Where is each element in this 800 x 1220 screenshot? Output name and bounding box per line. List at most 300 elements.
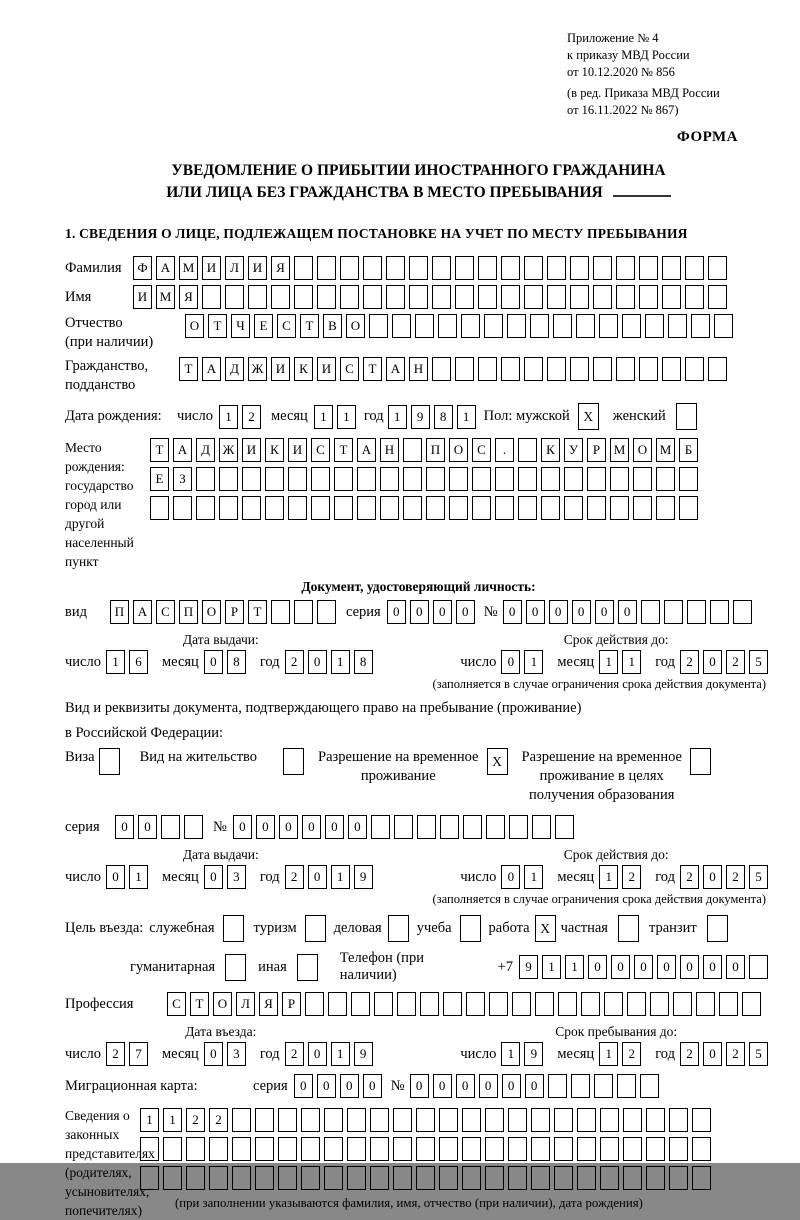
char-cell[interactable]: [449, 496, 468, 520]
char-cell[interactable]: [173, 496, 192, 520]
char-cell[interactable]: Т: [179, 357, 198, 381]
char-cell[interactable]: [639, 285, 658, 309]
purpose-study-checkbox[interactable]: [460, 915, 481, 942]
char-cell[interactable]: 0: [204, 650, 223, 674]
char-cell[interactable]: [301, 1166, 320, 1190]
char-cell[interactable]: [548, 1074, 567, 1098]
char-cell[interactable]: 2: [622, 1042, 641, 1066]
char-cell[interactable]: О: [213, 992, 232, 1016]
purpose-work-checkbox[interactable]: X: [535, 915, 556, 942]
char-cell[interactable]: 0: [204, 865, 223, 889]
char-cell[interactable]: 0: [680, 955, 699, 979]
purpose-official-checkbox[interactable]: [223, 915, 244, 942]
char-cell[interactable]: [374, 992, 393, 1016]
char-cell[interactable]: 0: [138, 815, 157, 839]
char-cell[interactable]: [687, 600, 706, 624]
char-cell[interactable]: 2: [106, 1042, 125, 1066]
char-cell[interactable]: [524, 357, 543, 381]
char-cell[interactable]: [394, 815, 413, 839]
char-cell[interactable]: [150, 496, 169, 520]
char-cell[interactable]: 0: [501, 650, 520, 674]
char-cell[interactable]: [509, 815, 528, 839]
char-cell[interactable]: [380, 496, 399, 520]
char-cell[interactable]: Е: [254, 314, 273, 338]
char-cell[interactable]: Л: [225, 256, 244, 280]
char-cell[interactable]: [547, 285, 566, 309]
char-cell[interactable]: [662, 357, 681, 381]
char-cell[interactable]: 2: [726, 865, 745, 889]
char-cell[interactable]: [577, 1166, 596, 1190]
char-cell[interactable]: [449, 467, 468, 491]
char-cell[interactable]: [532, 815, 551, 839]
char-cell[interactable]: [334, 467, 353, 491]
char-cell[interactable]: 8: [227, 650, 246, 674]
char-cell[interactable]: [600, 1137, 619, 1161]
char-cell[interactable]: 2: [726, 650, 745, 674]
char-cell[interactable]: 5: [749, 865, 768, 889]
char-cell[interactable]: 0: [502, 1074, 521, 1098]
char-cell[interactable]: 2: [622, 865, 641, 889]
char-cell[interactable]: [673, 992, 692, 1016]
char-cell[interactable]: [685, 285, 704, 309]
char-cell[interactable]: [196, 467, 215, 491]
char-cell[interactable]: [692, 1166, 711, 1190]
char-cell[interactable]: 1: [565, 955, 584, 979]
char-cell[interactable]: [392, 314, 411, 338]
char-cell[interactable]: [265, 496, 284, 520]
char-cell[interactable]: 1: [314, 405, 333, 429]
char-cell[interactable]: О: [633, 438, 652, 462]
char-cell[interactable]: 0: [595, 600, 614, 624]
char-cell[interactable]: 0: [233, 815, 252, 839]
char-cell[interactable]: [232, 1166, 251, 1190]
char-cell[interactable]: О: [346, 314, 365, 338]
char-cell[interactable]: [370, 1108, 389, 1132]
char-cell[interactable]: 0: [308, 1042, 327, 1066]
residence-permit-checkbox[interactable]: [283, 748, 304, 775]
char-cell[interactable]: З: [173, 467, 192, 491]
char-cell[interactable]: [547, 256, 566, 280]
purpose-private-checkbox[interactable]: [618, 915, 639, 942]
char-cell[interactable]: [554, 1166, 573, 1190]
char-cell[interactable]: 1: [457, 405, 476, 429]
char-cell[interactable]: [530, 314, 549, 338]
char-cell[interactable]: [478, 357, 497, 381]
char-cell[interactable]: [668, 314, 687, 338]
char-cell[interactable]: [417, 815, 436, 839]
char-cell[interactable]: [440, 815, 459, 839]
char-cell[interactable]: [646, 1137, 665, 1161]
char-cell[interactable]: 1: [140, 1108, 159, 1132]
char-cell[interactable]: [357, 496, 376, 520]
char-cell[interactable]: 5: [749, 1042, 768, 1066]
char-cell[interactable]: 9: [411, 405, 430, 429]
char-cell[interactable]: 9: [354, 1042, 373, 1066]
char-cell[interactable]: Р: [587, 438, 606, 462]
char-cell[interactable]: 0: [703, 865, 722, 889]
char-cell[interactable]: [524, 285, 543, 309]
char-cell[interactable]: 0: [611, 955, 630, 979]
char-cell[interactable]: [501, 285, 520, 309]
char-cell[interactable]: Т: [300, 314, 319, 338]
char-cell[interactable]: [508, 1108, 527, 1132]
char-cell[interactable]: [685, 357, 704, 381]
char-cell[interactable]: [415, 314, 434, 338]
char-cell[interactable]: [518, 467, 537, 491]
char-cell[interactable]: [646, 1166, 665, 1190]
char-cell[interactable]: [271, 600, 290, 624]
char-cell[interactable]: [708, 285, 727, 309]
char-cell[interactable]: [623, 1137, 642, 1161]
char-cell[interactable]: [692, 1108, 711, 1132]
char-cell[interactable]: [420, 992, 439, 1016]
char-cell[interactable]: 0: [387, 600, 406, 624]
char-cell[interactable]: 2: [680, 650, 699, 674]
char-cell[interactable]: А: [357, 438, 376, 462]
char-cell[interactable]: [512, 992, 531, 1016]
char-cell[interactable]: [242, 496, 261, 520]
char-cell[interactable]: 0: [572, 600, 591, 624]
char-cell[interactable]: [507, 314, 526, 338]
char-cell[interactable]: А: [173, 438, 192, 462]
char-cell[interactable]: [432, 357, 451, 381]
char-cell[interactable]: [541, 467, 560, 491]
char-cell[interactable]: Д: [196, 438, 215, 462]
char-cell[interactable]: С: [156, 600, 175, 624]
char-cell[interactable]: [163, 1166, 182, 1190]
char-cell[interactable]: 0: [308, 650, 327, 674]
char-cell[interactable]: [438, 314, 457, 338]
char-cell[interactable]: [386, 256, 405, 280]
char-cell[interactable]: [558, 992, 577, 1016]
char-cell[interactable]: [432, 285, 451, 309]
char-cell[interactable]: [495, 467, 514, 491]
char-cell[interactable]: [140, 1137, 159, 1161]
char-cell[interactable]: [347, 1108, 366, 1132]
char-cell[interactable]: [610, 496, 629, 520]
char-cell[interactable]: [616, 256, 635, 280]
char-cell[interactable]: [547, 357, 566, 381]
char-cell[interactable]: [733, 600, 752, 624]
char-cell[interactable]: [294, 285, 313, 309]
char-cell[interactable]: [294, 256, 313, 280]
char-cell[interactable]: [685, 256, 704, 280]
char-cell[interactable]: [278, 1108, 297, 1132]
char-cell[interactable]: [708, 256, 727, 280]
char-cell[interactable]: [645, 314, 664, 338]
char-cell[interactable]: О: [202, 600, 221, 624]
char-cell[interactable]: [443, 992, 462, 1016]
char-cell[interactable]: [640, 1074, 659, 1098]
char-cell[interactable]: 0: [204, 1042, 223, 1066]
char-cell[interactable]: 0: [410, 600, 429, 624]
char-cell[interactable]: [570, 285, 589, 309]
char-cell[interactable]: [301, 1137, 320, 1161]
char-cell[interactable]: Л: [236, 992, 255, 1016]
char-cell[interactable]: [656, 496, 675, 520]
char-cell[interactable]: [347, 1166, 366, 1190]
char-cell[interactable]: [495, 496, 514, 520]
char-cell[interactable]: [623, 1166, 642, 1190]
char-cell[interactable]: 0: [456, 1074, 475, 1098]
char-cell[interactable]: [439, 1137, 458, 1161]
purpose-business-checkbox[interactable]: [388, 915, 409, 942]
char-cell[interactable]: [363, 285, 382, 309]
char-cell[interactable]: Т: [363, 357, 382, 381]
char-cell[interactable]: П: [179, 600, 198, 624]
char-cell[interactable]: 1: [542, 955, 561, 979]
char-cell[interactable]: [708, 357, 727, 381]
char-cell[interactable]: [403, 467, 422, 491]
char-cell[interactable]: Н: [380, 438, 399, 462]
char-cell[interactable]: [627, 992, 646, 1016]
char-cell[interactable]: [455, 285, 474, 309]
char-cell[interactable]: [242, 467, 261, 491]
char-cell[interactable]: [409, 285, 428, 309]
char-cell[interactable]: 1: [524, 650, 543, 674]
char-cell[interactable]: С: [167, 992, 186, 1016]
char-cell[interactable]: [317, 256, 336, 280]
sex-female-checkbox[interactable]: [676, 403, 697, 430]
char-cell[interactable]: [163, 1137, 182, 1161]
char-cell[interactable]: 0: [348, 815, 367, 839]
char-cell[interactable]: 8: [434, 405, 453, 429]
char-cell[interactable]: Я: [259, 992, 278, 1016]
char-cell[interactable]: [393, 1137, 412, 1161]
char-cell[interactable]: 0: [549, 600, 568, 624]
char-cell[interactable]: [581, 992, 600, 1016]
char-cell[interactable]: [455, 256, 474, 280]
char-cell[interactable]: 1: [599, 1042, 618, 1066]
char-cell[interactable]: [370, 1166, 389, 1190]
char-cell[interactable]: [604, 992, 623, 1016]
char-cell[interactable]: [311, 496, 330, 520]
char-cell[interactable]: [541, 496, 560, 520]
char-cell[interactable]: 1: [622, 650, 641, 674]
char-cell[interactable]: [248, 285, 267, 309]
char-cell[interactable]: .: [495, 438, 514, 462]
char-cell[interactable]: В: [323, 314, 342, 338]
char-cell[interactable]: 0: [115, 815, 134, 839]
char-cell[interactable]: [617, 1074, 636, 1098]
char-cell[interactable]: С: [472, 438, 491, 462]
char-cell[interactable]: [209, 1137, 228, 1161]
char-cell[interactable]: [571, 1074, 590, 1098]
char-cell[interactable]: 0: [703, 650, 722, 674]
purpose-transit-checkbox[interactable]: [707, 915, 728, 942]
char-cell[interactable]: [397, 992, 416, 1016]
char-cell[interactable]: Р: [225, 600, 244, 624]
char-cell[interactable]: [324, 1137, 343, 1161]
char-cell[interactable]: 0: [308, 865, 327, 889]
char-cell[interactable]: [334, 496, 353, 520]
char-cell[interactable]: [255, 1108, 274, 1132]
char-cell[interactable]: [484, 314, 503, 338]
char-cell[interactable]: [616, 285, 635, 309]
char-cell[interactable]: [301, 1108, 320, 1132]
char-cell[interactable]: [380, 467, 399, 491]
char-cell[interactable]: 0: [479, 1074, 498, 1098]
char-cell[interactable]: [328, 992, 347, 1016]
char-cell[interactable]: 1: [219, 405, 238, 429]
char-cell[interactable]: [692, 1137, 711, 1161]
char-cell[interactable]: [664, 600, 683, 624]
char-cell[interactable]: 0: [279, 815, 298, 839]
char-cell[interactable]: [639, 256, 658, 280]
char-cell[interactable]: 1: [331, 1042, 350, 1066]
char-cell[interactable]: [622, 314, 641, 338]
char-cell[interactable]: Д: [225, 357, 244, 381]
char-cell[interactable]: Т: [208, 314, 227, 338]
char-cell[interactable]: А: [202, 357, 221, 381]
char-cell[interactable]: [564, 496, 583, 520]
char-cell[interactable]: И: [133, 285, 152, 309]
char-cell[interactable]: 0: [526, 600, 545, 624]
char-cell[interactable]: 1: [388, 405, 407, 429]
char-cell[interactable]: [225, 285, 244, 309]
char-cell[interactable]: [340, 256, 359, 280]
char-cell[interactable]: Б: [679, 438, 698, 462]
char-cell[interactable]: [409, 256, 428, 280]
char-cell[interactable]: [278, 1166, 297, 1190]
char-cell[interactable]: [662, 256, 681, 280]
char-cell[interactable]: [462, 1108, 481, 1132]
char-cell[interactable]: [184, 815, 203, 839]
char-cell[interactable]: А: [386, 357, 405, 381]
char-cell[interactable]: [650, 992, 669, 1016]
char-cell[interactable]: [462, 1166, 481, 1190]
char-cell[interactable]: 0: [703, 1042, 722, 1066]
char-cell[interactable]: М: [656, 438, 675, 462]
char-cell[interactable]: С: [277, 314, 296, 338]
char-cell[interactable]: Т: [150, 438, 169, 462]
char-cell[interactable]: О: [449, 438, 468, 462]
char-cell[interactable]: А: [156, 256, 175, 280]
char-cell[interactable]: [669, 1166, 688, 1190]
char-cell[interactable]: Р: [282, 992, 301, 1016]
sex-male-checkbox[interactable]: X: [578, 403, 599, 430]
char-cell[interactable]: 0: [501, 865, 520, 889]
char-cell[interactable]: [386, 285, 405, 309]
char-cell[interactable]: 7: [129, 1042, 148, 1066]
char-cell[interactable]: 1: [337, 405, 356, 429]
char-cell[interactable]: [219, 496, 238, 520]
char-cell[interactable]: 0: [588, 955, 607, 979]
char-cell[interactable]: 1: [163, 1108, 182, 1132]
char-cell[interactable]: [486, 815, 505, 839]
char-cell[interactable]: [610, 467, 629, 491]
char-cell[interactable]: [679, 496, 698, 520]
char-cell[interactable]: С: [311, 438, 330, 462]
char-cell[interactable]: [426, 496, 445, 520]
char-cell[interactable]: 2: [680, 1042, 699, 1066]
char-cell[interactable]: 2: [186, 1108, 205, 1132]
char-cell[interactable]: [186, 1137, 205, 1161]
char-cell[interactable]: [209, 1166, 228, 1190]
char-cell[interactable]: 0: [503, 600, 522, 624]
char-cell[interactable]: 1: [106, 650, 125, 674]
visa-checkbox[interactable]: [99, 748, 120, 775]
char-cell[interactable]: П: [110, 600, 129, 624]
char-cell[interactable]: 2: [209, 1108, 228, 1132]
char-cell[interactable]: [501, 357, 520, 381]
char-cell[interactable]: К: [265, 438, 284, 462]
char-cell[interactable]: [555, 815, 574, 839]
char-cell[interactable]: [288, 467, 307, 491]
char-cell[interactable]: 6: [129, 650, 148, 674]
char-cell[interactable]: [370, 1137, 389, 1161]
char-cell[interactable]: [594, 1074, 613, 1098]
char-cell[interactable]: [317, 600, 336, 624]
char-cell[interactable]: [518, 496, 537, 520]
char-cell[interactable]: [161, 815, 180, 839]
char-cell[interactable]: И: [242, 438, 261, 462]
char-cell[interactable]: 2: [242, 405, 261, 429]
char-cell[interactable]: [531, 1166, 550, 1190]
char-cell[interactable]: [186, 1166, 205, 1190]
char-cell[interactable]: 0: [525, 1074, 544, 1098]
char-cell[interactable]: [719, 992, 738, 1016]
char-cell[interactable]: [393, 1108, 412, 1132]
char-cell[interactable]: 0: [340, 1074, 359, 1098]
char-cell[interactable]: Ж: [219, 438, 238, 462]
char-cell[interactable]: 1: [599, 865, 618, 889]
char-cell[interactable]: [255, 1137, 274, 1161]
char-cell[interactable]: [710, 600, 729, 624]
char-cell[interactable]: [714, 314, 733, 338]
char-cell[interactable]: [357, 467, 376, 491]
char-cell[interactable]: [340, 285, 359, 309]
char-cell[interactable]: [656, 467, 675, 491]
char-cell[interactable]: [278, 1137, 297, 1161]
char-cell[interactable]: 0: [456, 600, 475, 624]
char-cell[interactable]: 0: [634, 955, 653, 979]
char-cell[interactable]: [639, 357, 658, 381]
char-cell[interactable]: [600, 1166, 619, 1190]
char-cell[interactable]: И: [288, 438, 307, 462]
char-cell[interactable]: [219, 467, 238, 491]
char-cell[interactable]: [466, 992, 485, 1016]
char-cell[interactable]: [196, 496, 215, 520]
char-cell[interactable]: [317, 285, 336, 309]
temporary-residence-checkbox[interactable]: X: [487, 748, 508, 775]
char-cell[interactable]: 0: [106, 865, 125, 889]
char-cell[interactable]: [324, 1108, 343, 1132]
char-cell[interactable]: [587, 496, 606, 520]
char-cell[interactable]: К: [541, 438, 560, 462]
char-cell[interactable]: [426, 467, 445, 491]
purpose-other-checkbox[interactable]: [297, 954, 318, 981]
char-cell[interactable]: 9: [524, 1042, 543, 1066]
char-cell[interactable]: [518, 438, 537, 462]
char-cell[interactable]: Т: [190, 992, 209, 1016]
char-cell[interactable]: С: [340, 357, 359, 381]
char-cell[interactable]: [531, 1108, 550, 1132]
char-cell[interactable]: [554, 1137, 573, 1161]
char-cell[interactable]: [600, 1108, 619, 1132]
char-cell[interactable]: М: [156, 285, 175, 309]
char-cell[interactable]: 2: [726, 1042, 745, 1066]
char-cell[interactable]: 0: [726, 955, 745, 979]
char-cell[interactable]: [646, 1108, 665, 1132]
char-cell[interactable]: 1: [331, 865, 350, 889]
char-cell[interactable]: [232, 1137, 251, 1161]
char-cell[interactable]: [749, 955, 768, 979]
char-cell[interactable]: [478, 285, 497, 309]
char-cell[interactable]: [371, 815, 390, 839]
char-cell[interactable]: [633, 467, 652, 491]
char-cell[interactable]: [633, 496, 652, 520]
